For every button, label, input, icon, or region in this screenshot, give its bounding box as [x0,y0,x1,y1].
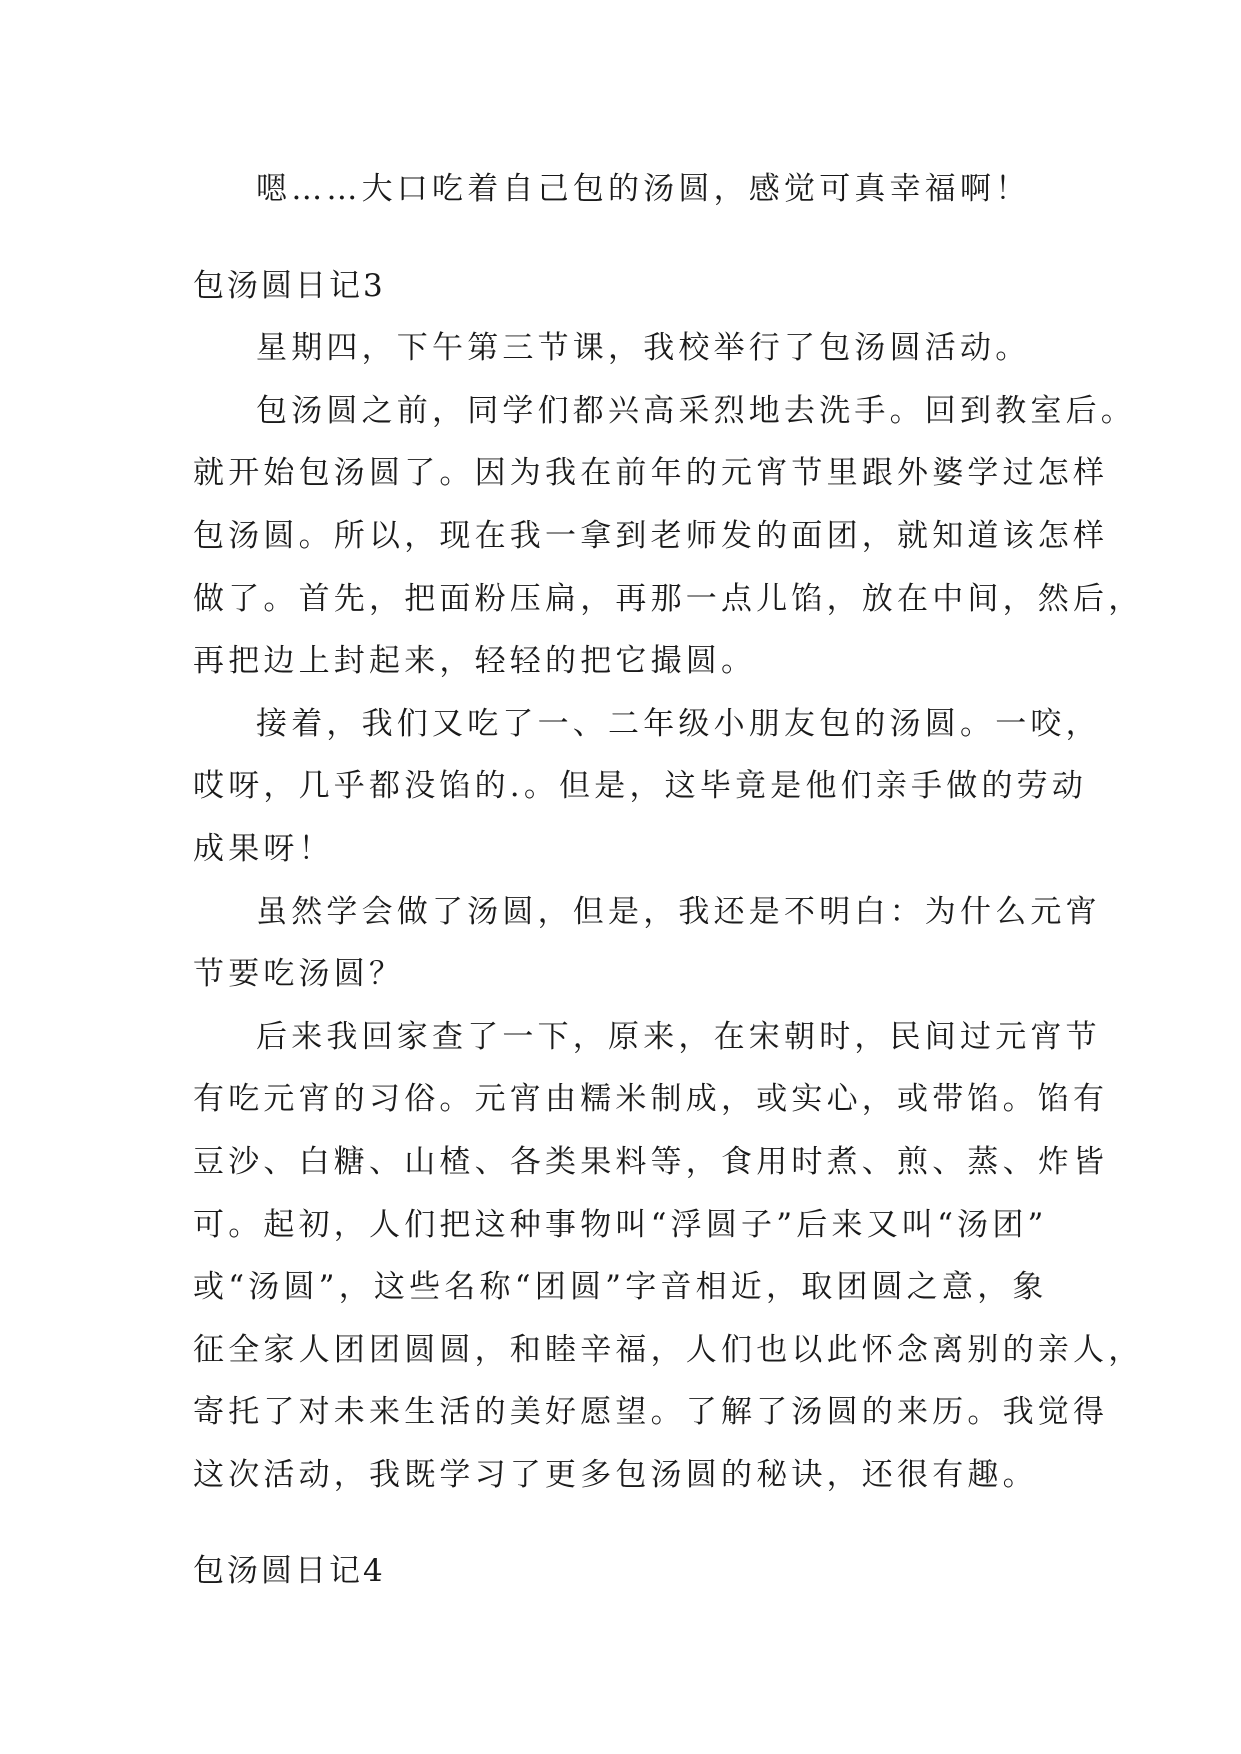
section-3-paragraph-4 [193,881,1101,1006]
paragraph-line: 这次活动，我既学习了更多包汤圆的秘诀，还很有趣。 [193,1456,1038,1493]
section-3-paragraph-1 [193,317,1063,380]
paragraph-line: 包汤圆之前，同学们都兴高采烈地去洗手。回到教室后。 [256,392,1136,429]
section-3-paragraph-5 [193,1006,1144,1507]
section-gap [193,221,1063,255]
paragraph-line: 虽然学会做了汤圆，但是，我还是不明白：为什么元宵 [256,893,1101,930]
paragraph-line: 后来我回家查了一下，原来，在宋朝时，民间过元宵节 [256,1018,1101,1055]
paragraph-line: 接着，我们又吃了一、二年级小朋友包的汤圆。一咬， [256,705,1101,742]
paragraph-line: 或“汤圆”，这些名称“团圆”字音相近，取团圆之意，象 [193,1269,1048,1306]
paragraph-line: 哎呀，几乎都没馅的.。但是，这毕竟是他们亲手做的劳动 [193,768,1088,805]
paragraph-line: 做了。首先，把面粉压扁，再那一点儿馅，放在中间，然后， [193,580,1144,617]
paragraph-line: 成果呀！ [193,830,334,867]
section-gap [193,1506,1063,1540]
paragraph-line: 寄托了对未来生活的美好愿望。了解了汤圆的来历。我觉得 [193,1394,1109,1431]
paragraph-line: 再把边上封起来，轻轻的把它撮圆。 [193,643,757,680]
section-3-paragraph-2 [193,380,1144,693]
paragraph-line: 豆沙、白糖、山楂、各类果料等，食用时煮、煎、蒸、炸皆 [193,1143,1109,1180]
paragraph-line: 征全家人团团圆圆，和睦辛福，人们也以此怀念离别的亲人， [193,1331,1144,1368]
paragraph-line: 有吃元宵的习俗。元宵由糯米制成，或实心，或带馅。馅有 [193,1081,1109,1118]
paragraph-line: 就开始包汤圆了。因为我在前年的元宵节里跟外婆学过怎样 [193,455,1109,492]
paragraph-line: 节要吃汤圆？ [193,956,405,993]
document-body [193,158,1144,1603]
paragraph-line: 星期四，下午第三节课，我校举行了包汤圆活动。 [256,330,1031,367]
paragraph-line: 可。起初，人们把这种事物叫“浮圆子”后来又叫“汤团” [193,1206,1048,1243]
intro-line: 嗯……大口吃着自己包的汤圆，感觉可真幸福啊！ [256,171,1031,207]
paragraph-line: 包汤圆。所以，现在我一拿到老师发的面团，就知道该怎样 [193,517,1109,554]
section-4-title: 包汤圆日记4 [193,1553,386,1590]
section-3-title: 包汤圆日记3 [193,267,386,304]
section-3-paragraph-3 [193,693,1101,881]
